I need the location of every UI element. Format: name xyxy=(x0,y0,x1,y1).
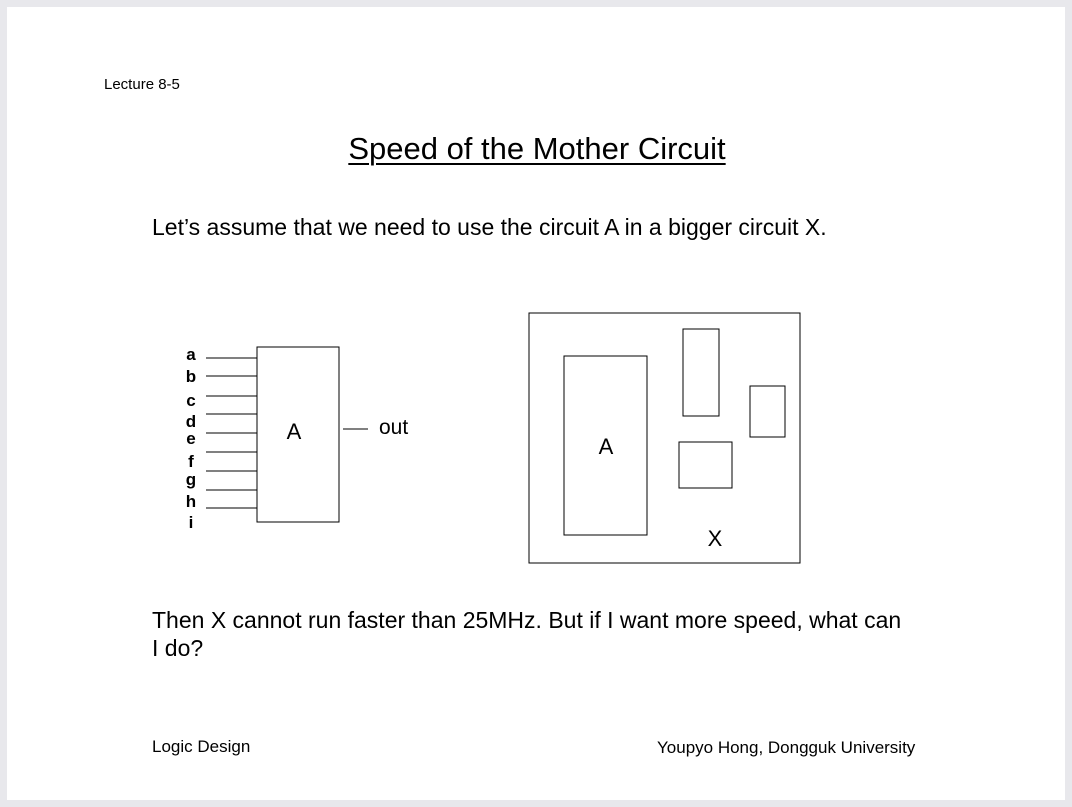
circuit-diagram xyxy=(7,7,1065,800)
input-label-c: c xyxy=(186,391,196,410)
circuit-a-label: A xyxy=(286,419,302,444)
input-label-i: i xyxy=(188,513,194,532)
input-label-a: a xyxy=(186,345,196,364)
footer-author: Youpyo Hong, Dongguk University xyxy=(657,738,916,757)
circuit-x-block xyxy=(529,313,800,563)
input-label-h: h xyxy=(185,492,197,511)
intro-text: Let’s assume that we need to use the circuit A in a bigger circuit X. xyxy=(152,214,827,240)
slide xyxy=(7,7,1065,800)
slide-title: Speed of the Mother Circuit xyxy=(348,131,726,166)
subblock-square xyxy=(679,442,732,488)
inner-circuit-a-label: A xyxy=(598,434,614,459)
subblock-tall xyxy=(683,329,719,416)
input-label-f: f xyxy=(188,452,194,471)
circuit-x-label: X xyxy=(707,526,723,551)
footer-course: Logic Design xyxy=(152,737,251,756)
circuit-a-block xyxy=(257,347,339,522)
followup-text: Then X cannot run faster than 25MHz. But if I want more speed, what can I do? xyxy=(152,607,902,661)
input-label-b: b xyxy=(185,367,197,386)
input-label-e: e xyxy=(186,429,196,448)
input-pins xyxy=(186,345,257,532)
output-pin xyxy=(343,416,408,439)
lecture-label: Lecture 8-5 xyxy=(104,76,180,93)
output-label: out xyxy=(379,416,409,439)
input-label-g: g xyxy=(185,470,197,489)
input-label-d: d xyxy=(185,412,197,431)
subblock-small xyxy=(750,386,785,437)
